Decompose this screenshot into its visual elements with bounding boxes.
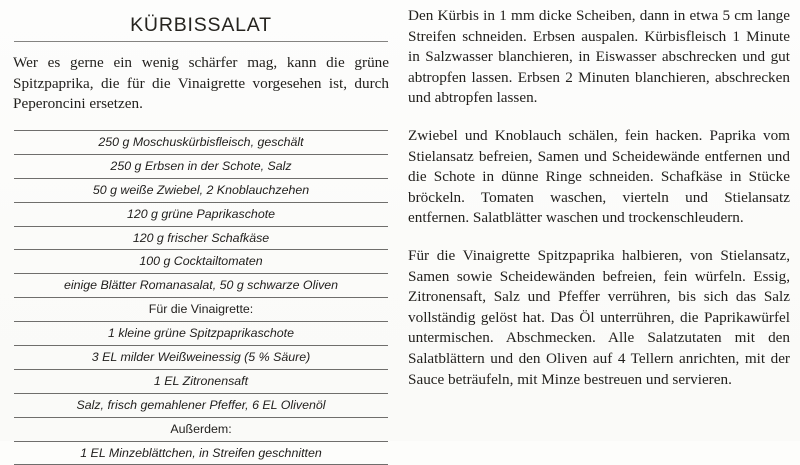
ingredient-row: 1 kleine grüne Spitzpaprikaschote [14, 321, 388, 345]
title-divider [14, 41, 388, 42]
ingredient-row: 250 g Erbsen in der Schote, Salz [14, 154, 388, 178]
ingredient-row: 1 EL Minzeblättchen, in Streifen geschnitten [14, 441, 388, 465]
ingredient-row: 250 g Moschuskürbisfleisch, geschält [14, 130, 388, 154]
ingredient-row: einige Blätter Romanasalat, 50 g schwarze Oliven [14, 273, 388, 297]
ingredient-row: 100 g Cocktailtomaten [14, 249, 388, 273]
ingredient-row: 120 g grüne Paprikaschote [14, 202, 388, 226]
ingredient-row: Salz, frisch gemahlener Pfeffer, 6 EL Olivenöl [14, 393, 388, 417]
recipe-intro-text: Wer es gerne ein wenig schärfer mag, kann die grüne Spitzpaprika, die für die Vinaigrette vorgesehen ist, durch Peperoncini ersetzen. [13, 54, 389, 113]
ingredient-row: 120 g frischer Schafkäse [14, 226, 388, 250]
preparation-step: Für die Vinaigrette Spitzpaprika halbieren, von Stielansatz, Samen sowie Scheidewänden befreien, fein würfeln. Essig, Zitronensaft, Salz und Pfeffer verrühren, bis sich das Salz vollständig gelöst hat. Das Öl unterrühren, die Paprikawürfel untermischen. Abschmecken. Alle Salatzutaten mit den Salatblättern und den Oliven auf 4 Tellern anrichten, mit der Sauce beträufeln, mit Minze bestreuen und servieren. [408, 246, 790, 388]
page-title: KÜRBISSALAT [130, 14, 272, 36]
ingredient-list [14, 130, 388, 465]
preparation-step: Den Kürbis in 1 mm dicke Scheiben, dann in etwa 5 cm lange Streifen schneiden. Erbsen auspalen. Kürbisfleisch 1 Minute in Salzwasser blanchieren, in Eiswasser abschrecken und gut abtropfen lassen. Erbsen 2 Minuten blanchieren, abschrecken und abtropfen lassen. [408, 7, 790, 107]
ingredient-row: 50 g weiße Zwiebel, 2 Knoblauchzehen [14, 178, 388, 202]
ingredient-section-header: Für die Vinaigrette: [14, 297, 388, 321]
right-column-instructions [408, 6, 790, 436]
ingredient-section-header: Außerdem: [14, 417, 388, 441]
ingredient-row: 1 EL Zitronensaft [14, 369, 388, 393]
preparation-step: Zwiebel und Knoblauch schälen, fein hacken. Paprika vom Stielansatz befreien, Samen und Scheidewände entfernen und die Schote in dünne Ringe schneiden. Schafkäse in Stücke bröckeln. Tomaten waschen, vierteln und Stielansatz entfernen. Salatblätter waschen und trockenschleudern. [408, 126, 790, 227]
ingredient-row: 3 EL milder Weißweinessig (5 % Säure) [14, 345, 388, 369]
left-column [12, 0, 390, 460]
